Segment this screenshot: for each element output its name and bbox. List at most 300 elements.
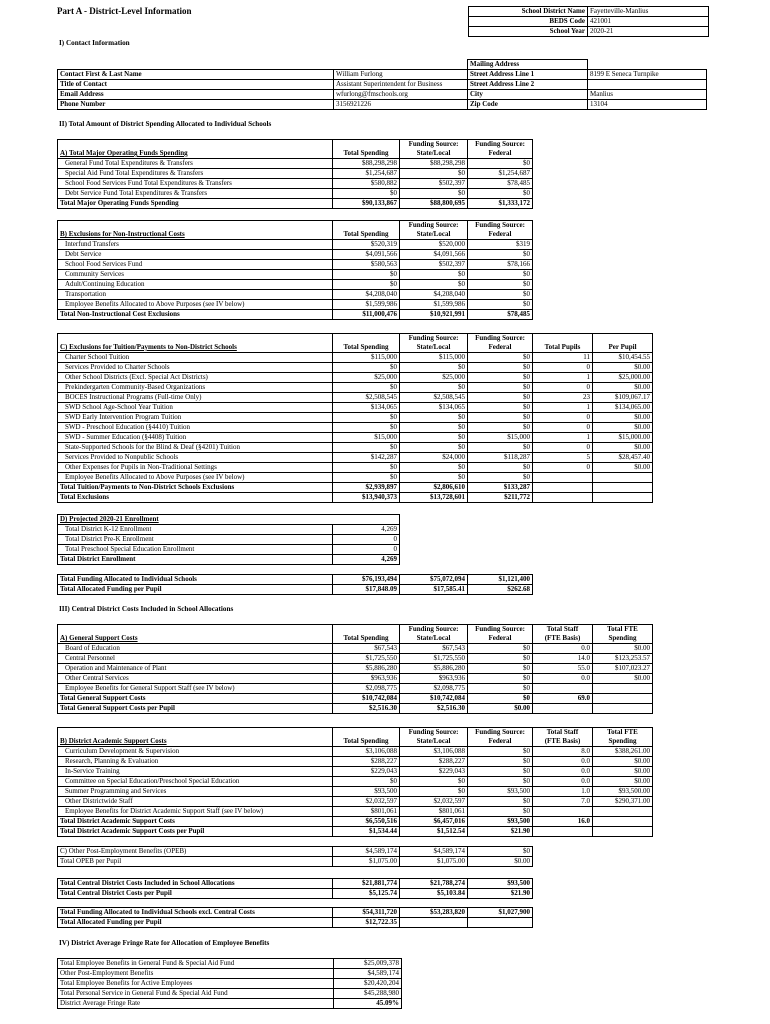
cell-value: $0 — [400, 189, 468, 199]
row-label: Committee on Special Education/Preschool Special Education — [58, 777, 333, 787]
cell-value: $25,000 — [333, 373, 400, 383]
row-label: Other Central Services — [58, 674, 333, 684]
mailing-label: Street Address Line 1 — [468, 70, 588, 80]
row-label: Total District K-12 Enrollment — [58, 525, 333, 535]
cell-value: $10,921,991 — [400, 310, 468, 320]
cell-value: $78,485 — [468, 179, 533, 189]
row-label: Total General Support Costs — [58, 694, 333, 704]
table-row — [58, 453, 653, 463]
cell-value: $0 — [468, 644, 533, 654]
cell-value: 1 — [533, 403, 593, 413]
row-label: Adult/Continuing Education — [58, 280, 333, 290]
table-heading: D) Projected 2020-21 Enrollment — [58, 515, 400, 525]
cell-value: $0 — [400, 363, 468, 373]
table-row — [58, 443, 653, 453]
cell-value: $76,193,494 — [333, 575, 400, 585]
cell-value: $0.00 — [593, 463, 653, 473]
row-label: Employee Benefits for General Support Staff (see IV below) — [58, 684, 333, 694]
row-label: SWD Early Intervention Program Tuition — [58, 413, 333, 423]
cell-value: $4,091,566 — [400, 250, 468, 260]
row-label: Total General Support Costs per Pupil — [58, 704, 333, 714]
row-label: Total Exclusions — [58, 493, 333, 503]
table-row — [58, 797, 653, 807]
mailing-label: City — [468, 90, 588, 100]
cell-value: $502,397 — [400, 179, 468, 189]
cell-value: $93,500 — [468, 879, 533, 889]
cell-value: $78,485 — [468, 310, 533, 320]
cell-value: 8.0 — [533, 747, 593, 757]
column-header: Total FTE — [593, 728, 653, 738]
cell-value — [593, 684, 653, 694]
column-header: Funding Source: — [468, 140, 533, 150]
row-label: SWD School Age-School Year Tuition — [58, 403, 333, 413]
cell-value: $0.00 — [593, 413, 653, 423]
cell-value: $0 — [468, 694, 533, 704]
cell-value: $0 — [468, 747, 533, 757]
cell-value: 0.0 — [533, 644, 593, 654]
cell-value: $0 — [468, 664, 533, 674]
row-label: Total Funding Allocated to Individual Schools excl. Central Costs — [58, 908, 333, 918]
row-label: Operation and Maintenance of Plant — [58, 664, 333, 674]
cell-value: $1,333,172 — [468, 199, 533, 209]
cell-value: 1.0 — [533, 787, 593, 797]
cell-value: $133,287 — [468, 483, 533, 493]
cell-value: $2,032,597 — [333, 797, 400, 807]
table-heading: B) District Academic Support Costs — [58, 737, 333, 747]
cell-value: $319 — [468, 240, 533, 250]
table-row — [58, 423, 653, 433]
row-label: Total Central District Costs Included in School Allocations — [58, 879, 333, 889]
column-header: Federal — [468, 737, 533, 747]
table-row — [58, 767, 653, 777]
cell-value: $0 — [333, 383, 400, 393]
cell-value: $28,457.40 — [593, 453, 653, 463]
cell-value: $0.00 — [593, 644, 653, 654]
cell-value: $0 — [468, 159, 533, 169]
cell-value: $0 — [468, 403, 533, 413]
table-row — [58, 999, 402, 1009]
contact-header-row — [58, 60, 707, 70]
cell-value: $0 — [468, 363, 533, 373]
cell-value: 45.09% — [334, 999, 402, 1009]
cell-value: 55.0 — [533, 664, 593, 674]
cell-value: $4,589,174 — [334, 969, 402, 979]
row-label: Board of Education — [58, 644, 333, 654]
cell-value: 11 — [533, 353, 593, 363]
table-row — [58, 240, 533, 250]
total-row — [58, 483, 653, 493]
cell-value: $0 — [333, 413, 400, 423]
district-info-row — [469, 27, 709, 37]
row-label: Transportation — [58, 290, 333, 300]
cell-value: $45,288,980 — [334, 989, 402, 999]
cell-value: $20,420,204 — [334, 979, 402, 989]
column-header: State/Local — [400, 343, 468, 353]
table-row — [58, 393, 653, 403]
cell-value: 0 — [533, 443, 593, 453]
table-row — [58, 525, 400, 535]
table-header-row — [58, 737, 653, 747]
district-info-label: School Year — [469, 27, 588, 37]
table-row — [58, 535, 400, 545]
row-label: C) Other Post-Employment Benefits (OPEB) — [58, 847, 333, 857]
cell-value — [468, 918, 533, 928]
row-label: Charter School Tuition — [58, 353, 333, 363]
cell-value: $0 — [333, 280, 400, 290]
cell-value: $801,061 — [400, 807, 468, 817]
cell-value: 1 — [533, 433, 593, 443]
contact-label: Phone Number — [58, 100, 334, 110]
table-row — [58, 747, 653, 757]
cell-value: $0 — [468, 443, 533, 453]
table-row — [58, 959, 402, 969]
cell-value: $15,000 — [468, 433, 533, 443]
cell-value: $0 — [400, 280, 468, 290]
table-row — [58, 473, 653, 483]
cell-value: $53,283,820 — [400, 908, 468, 918]
table-row — [58, 674, 653, 684]
column-header: Total FTE — [593, 625, 653, 635]
cell-value: 0 — [533, 383, 593, 393]
table-row — [58, 169, 533, 179]
cell-value: $0 — [333, 270, 400, 280]
cell-value: $10,742,084 — [333, 694, 400, 704]
contact-row — [58, 70, 707, 80]
cell-value: $0 — [400, 473, 468, 483]
cell-value: $0 — [400, 463, 468, 473]
table-heading: A) Total Major Operating Funds Spending — [58, 149, 333, 159]
mailing-value: 13104 — [588, 100, 707, 110]
table-row — [58, 777, 653, 787]
cell-value: 0.0 — [533, 767, 593, 777]
mailing-value: Manlius — [588, 90, 707, 100]
cell-value: 0.0 — [533, 757, 593, 767]
cell-value: $0 — [468, 290, 533, 300]
table-header-row — [58, 728, 653, 738]
cell-value: $0 — [400, 413, 468, 423]
cell-value: $1,725,550 — [400, 654, 468, 664]
row-label: Total OPEB per Pupil — [58, 857, 333, 867]
cell-value: $67,543 — [400, 644, 468, 654]
cell-value: $0 — [468, 847, 533, 857]
district-info-row — [469, 7, 709, 17]
cell-value: $0 — [468, 423, 533, 433]
cell-value: $4,091,566 — [333, 250, 400, 260]
cell-value: $0 — [400, 270, 468, 280]
table-row — [58, 383, 653, 393]
cell-value: $262.68 — [468, 585, 533, 595]
cell-value: 0 — [533, 423, 593, 433]
cell-value: $502,397 — [400, 260, 468, 270]
row-label: Total District Academic Support Costs per Pupil — [58, 827, 333, 837]
cell-value: $0 — [468, 270, 533, 280]
cell-value: $963,936 — [333, 674, 400, 684]
cell-value: $67,543 — [333, 644, 400, 654]
cell-value: $2,516.30 — [333, 704, 400, 714]
cell-value: $134,065 — [400, 403, 468, 413]
table-row — [58, 654, 653, 664]
row-label: Services Provided to Nonpublic Schools — [58, 453, 333, 463]
row-label: Total Funding Allocated to Individual Schools — [58, 575, 333, 585]
column-header: State/Local — [400, 149, 468, 159]
cell-value: $801,061 — [333, 807, 400, 817]
cell-value: $290,371.00 — [593, 797, 653, 807]
cell-value: $3,106,088 — [400, 747, 468, 757]
column-header: Total Spending — [333, 737, 400, 747]
cell-value: $93,500.00 — [593, 787, 653, 797]
cell-value: $54,311,720 — [333, 908, 400, 918]
table-header-row — [58, 221, 533, 231]
cell-value: $0 — [468, 674, 533, 684]
table-header-row — [58, 515, 400, 525]
cell-value: 23 — [533, 393, 593, 403]
row-label: Total District Academic Support Costs — [58, 817, 333, 827]
per-pupil-row — [58, 704, 653, 714]
row-label: Total Preschool Special Education Enrollment — [58, 545, 333, 555]
cell-value: $0 — [468, 189, 533, 199]
row-label: District Average Fringe Rate — [58, 999, 334, 1009]
column-header: State/Local — [400, 230, 468, 240]
cell-value: $0.00 — [593, 777, 653, 787]
column-header: Total Staff — [533, 728, 593, 738]
cell-value: $75,072,094 — [400, 575, 468, 585]
cell-value: $211,772 — [468, 493, 533, 503]
page-title: Part A - District-Level Information — [57, 6, 192, 16]
cell-value: $0.00 — [468, 704, 533, 714]
cell-value: $93,500 — [468, 787, 533, 797]
cell-value: $0 — [333, 423, 400, 433]
total-row — [58, 694, 653, 704]
cell-value: $0.00 — [593, 757, 653, 767]
column-header: Funding Source: — [400, 625, 468, 635]
column-header: Funding Source: — [400, 334, 468, 344]
table-row — [58, 403, 653, 413]
cell-value: $0 — [333, 777, 400, 787]
row-label: Prekindergarten Community-Based Organizations — [58, 383, 333, 393]
cell-value — [533, 473, 593, 483]
table-row — [58, 260, 533, 270]
cell-value: $115,000 — [400, 353, 468, 363]
column-header: Total Spending — [333, 343, 400, 353]
row-label: Curriculum Development & Supervision — [58, 747, 333, 757]
cell-value: $0.00 — [593, 767, 653, 777]
contact-label: Email Address — [58, 90, 334, 100]
total-row — [58, 918, 533, 928]
table-header-row — [58, 140, 533, 150]
cell-value: $21.90 — [468, 827, 533, 837]
cell-value: $1,121,400 — [468, 575, 533, 585]
column-header: State/Local — [400, 737, 468, 747]
cell-value: $229,043 — [400, 767, 468, 777]
cell-value: $0 — [468, 300, 533, 310]
cell-value: $25,009,378 — [334, 959, 402, 969]
cell-value: $2,032,597 — [400, 797, 468, 807]
cell-value: $0.00 — [468, 857, 533, 867]
table-row — [58, 989, 402, 999]
table-row — [58, 644, 653, 654]
row-label: School Food Services Fund Total Expenditures & Transfers — [58, 179, 333, 189]
cell-value: $0 — [468, 807, 533, 817]
cell-value: $6,457,016 — [400, 817, 468, 827]
table-row — [58, 787, 653, 797]
cell-value: $17,848.09 — [333, 585, 400, 595]
cell-value: $0 — [468, 767, 533, 777]
cell-value: $118,287 — [468, 453, 533, 463]
district-info-label: BEDS Code — [469, 17, 588, 27]
column-header: Funding Source: — [400, 140, 468, 150]
cell-value: $13,728,601 — [400, 493, 468, 503]
column-header: Total Staff — [533, 625, 593, 635]
cell-value: $0 — [468, 413, 533, 423]
row-label: Total Employee Benefits in General Fund & Special Aid Fund — [58, 959, 334, 969]
row-label: Debt Service Fund Total Expenditures & Transfers — [58, 189, 333, 199]
row-label: Employee Benefits for District Academic Support Staff (see IV below) — [58, 807, 333, 817]
cell-value: $0 — [400, 169, 468, 179]
table-row — [58, 857, 533, 867]
cell-value: $90,133,867 — [333, 199, 400, 209]
table-row — [58, 189, 533, 199]
table-row — [58, 270, 533, 280]
per-pupil-row — [58, 827, 653, 837]
cell-value — [593, 473, 653, 483]
total-row — [58, 889, 533, 899]
column-header: Funding Source: — [468, 221, 533, 231]
section-1-title: I) Contact Information — [59, 39, 130, 47]
cell-value: 0.0 — [533, 674, 593, 684]
cell-value: 1 — [533, 373, 593, 383]
district-info-value: Fayetteville-Manlius — [588, 7, 709, 17]
table-row — [58, 969, 402, 979]
column-header: Federal — [468, 634, 533, 644]
cell-value: $78,166 — [468, 260, 533, 270]
cell-value: $123,253.57 — [593, 654, 653, 664]
cell-value: $11,000,476 — [333, 310, 400, 320]
cell-value: $134,065 — [333, 403, 400, 413]
cell-value: $0 — [468, 684, 533, 694]
table-row — [58, 300, 533, 310]
cell-value: $1,599,986 — [400, 300, 468, 310]
column-header: Total Spending — [333, 230, 400, 240]
district-info-box — [468, 6, 709, 37]
total-row — [58, 585, 533, 595]
contact-label: Title of Contact — [58, 80, 334, 90]
contact-row — [58, 100, 707, 110]
table-row — [58, 363, 653, 373]
cell-value: $0 — [468, 393, 533, 403]
cell-value: $1,534.44 — [333, 827, 400, 837]
column-header: Total Spending — [333, 634, 400, 644]
cell-value: $963,936 — [400, 674, 468, 684]
row-label: Other School Districts (Excl. Special Act Districts) — [58, 373, 333, 383]
total-row — [58, 817, 653, 827]
cell-value — [593, 807, 653, 817]
row-label: Special Aid Fund Total Expenditures & Transfers — [58, 169, 333, 179]
row-label: Total Central District Costs per Pupil — [58, 889, 333, 899]
cell-value: $25,000 — [400, 373, 468, 383]
cell-value: $24,000 — [400, 453, 468, 463]
table-row — [58, 664, 653, 674]
mailing-label: Street Address Line 2 — [468, 80, 588, 90]
cell-value: $0 — [468, 757, 533, 767]
cell-value: 0.0 — [533, 777, 593, 787]
contact-row — [58, 90, 707, 100]
cell-value: $17,585.41 — [400, 585, 468, 595]
cell-value: $0 — [333, 443, 400, 453]
row-label: Research, Planning & Evaluation — [58, 757, 333, 767]
column-header: Funding Source: — [468, 334, 533, 344]
table-row — [58, 280, 533, 290]
cell-value: $0 — [400, 443, 468, 453]
cell-value: $5,886,280 — [400, 664, 468, 674]
district-info-row — [469, 17, 709, 27]
cell-value: $0.00 — [593, 383, 653, 393]
cell-value: $1,254,687 — [468, 169, 533, 179]
section-3-title: III) Central District Costs Included in School Allocations — [59, 605, 234, 613]
cell-value: $88,298,298 — [400, 159, 468, 169]
row-label: Total Allocated Funding per Pupil — [58, 585, 333, 595]
cell-value: $4,589,174 — [400, 847, 468, 857]
table-row — [58, 290, 533, 300]
cell-value: $21,788,274 — [400, 879, 468, 889]
cell-value: $229,043 — [333, 767, 400, 777]
cell-value: $1,254,687 — [333, 169, 400, 179]
row-label: Services Provided to Charter Schools — [58, 363, 333, 373]
row-label: Other Districtwide Staff — [58, 797, 333, 807]
cell-value: $0 — [333, 363, 400, 373]
column-header: Per Pupil — [593, 343, 653, 353]
cell-value: $0 — [333, 473, 400, 483]
cell-value: 0 — [533, 363, 593, 373]
row-label: Employee Benefits Allocated to Above Purposes (see IV below) — [58, 473, 333, 483]
cell-value: $10,742,084 — [400, 694, 468, 704]
mailing-value: 8199 E Seneca Turnpike — [588, 70, 707, 80]
section-2-title: II) Total Amount of District Spending Allocated to Individual Schools — [59, 120, 272, 128]
cell-value: $3,106,088 — [333, 747, 400, 757]
contact-value: wfurlong@fmschools.org — [334, 90, 468, 100]
cell-value: $0.00 — [593, 443, 653, 453]
column-header: Funding Source: — [468, 728, 533, 738]
contact-value: 3156921226 — [334, 100, 468, 110]
contact-row — [58, 80, 707, 90]
cell-value: $25,000.00 — [593, 373, 653, 383]
cell-value: $580,882 — [333, 179, 400, 189]
cell-value: $1,599,986 — [333, 300, 400, 310]
cell-value: $5,125.74 — [333, 889, 400, 899]
table-header-row — [58, 334, 653, 344]
cell-value: $2,806,610 — [400, 483, 468, 493]
column-header: Federal — [468, 149, 533, 159]
table-row — [58, 353, 653, 363]
cell-value: 4,269 — [333, 525, 400, 535]
row-label: Central Personnel — [58, 654, 333, 664]
cell-value — [533, 807, 593, 817]
row-label: Interfund Transfers — [58, 240, 333, 250]
row-label: Employee Benefits Allocated to Above Purposes (see IV below) — [58, 300, 333, 310]
cell-value — [533, 684, 593, 694]
cell-value — [400, 918, 468, 928]
cell-value: $0 — [400, 777, 468, 787]
row-label: BOCES Instructional Programs (Full-time Only) — [58, 393, 333, 403]
row-label: General Fund Total Expenditures & Transfers — [58, 159, 333, 169]
cell-value: $520,319 — [333, 240, 400, 250]
cell-value: $0 — [333, 189, 400, 199]
cell-value: $2,508,545 — [400, 393, 468, 403]
row-label: School Food Services Fund — [58, 260, 333, 270]
contact-value: Assistant Superintendent for Business — [334, 80, 468, 90]
cell-value: 5 — [533, 453, 593, 463]
column-header: Spending — [593, 634, 653, 644]
cell-value: $0 — [468, 463, 533, 473]
